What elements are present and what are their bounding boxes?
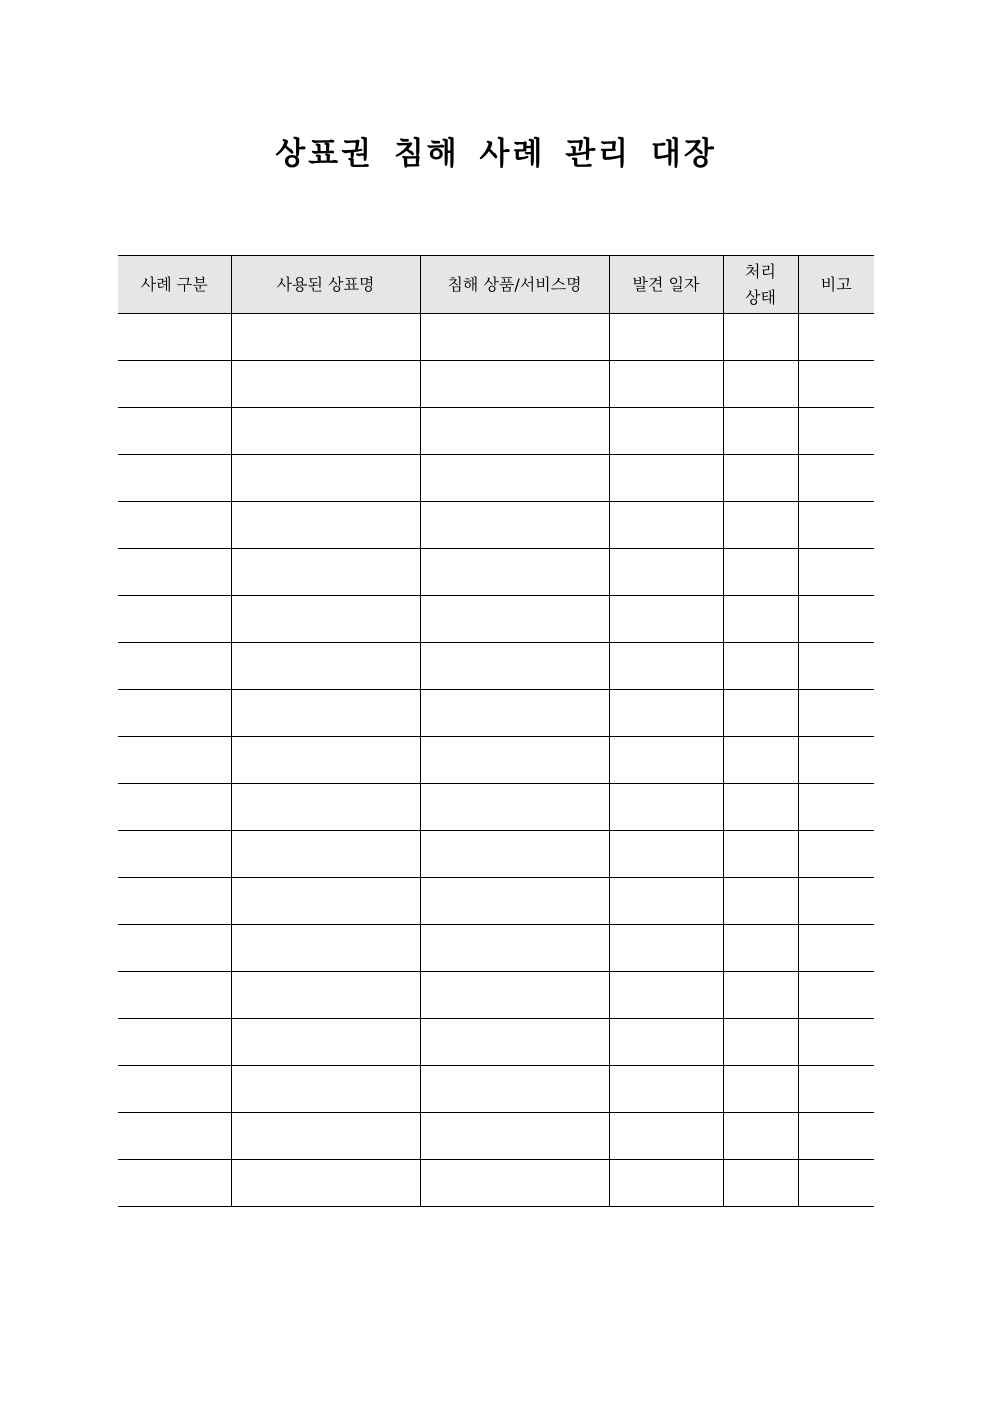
- cell-infringing-product[interactable]: [420, 1019, 609, 1066]
- cell-processing-status[interactable]: [723, 1160, 798, 1207]
- cell-remarks[interactable]: [798, 1113, 874, 1160]
- cell-case-type[interactable]: [118, 737, 231, 784]
- cell-case-type[interactable]: [118, 831, 231, 878]
- table-row: [118, 1160, 874, 1207]
- cell-processing-status[interactable]: [723, 549, 798, 596]
- table-row: [118, 784, 874, 831]
- cell-discovery-date[interactable]: [609, 690, 723, 737]
- table-row: [118, 361, 874, 408]
- header-processing-status: 처리 상태: [723, 256, 798, 314]
- cell-discovery-date[interactable]: [609, 502, 723, 549]
- cell-trademark-name[interactable]: [231, 925, 420, 972]
- table-row: [118, 1066, 874, 1113]
- table-row: [118, 690, 874, 737]
- cell-trademark-name[interactable]: [231, 643, 420, 690]
- cell-processing-status[interactable]: [723, 408, 798, 455]
- cell-infringing-product[interactable]: [420, 455, 609, 502]
- cell-discovery-date[interactable]: [609, 784, 723, 831]
- cell-case-type[interactable]: [118, 878, 231, 925]
- cell-discovery-date[interactable]: [609, 831, 723, 878]
- header-row: [118, 256, 874, 314]
- cell-trademark-name[interactable]: [231, 455, 420, 502]
- cell-processing-status[interactable]: [723, 972, 798, 1019]
- table-row: [118, 878, 874, 925]
- cell-infringing-product[interactable]: [420, 972, 609, 1019]
- cell-infringing-product[interactable]: [420, 1066, 609, 1113]
- cell-case-type[interactable]: [118, 1019, 231, 1066]
- cell-remarks[interactable]: [798, 972, 874, 1019]
- cell-trademark-name[interactable]: [231, 1113, 420, 1160]
- cell-discovery-date[interactable]: [609, 878, 723, 925]
- table-row: [118, 549, 874, 596]
- cell-processing-status[interactable]: [723, 737, 798, 784]
- cell-case-type[interactable]: [118, 972, 231, 1019]
- table-row: [118, 831, 874, 878]
- cell-trademark-name[interactable]: [231, 1160, 420, 1207]
- cell-remarks[interactable]: [798, 784, 874, 831]
- cell-infringing-product[interactable]: [420, 1160, 609, 1207]
- cell-remarks[interactable]: [798, 408, 874, 455]
- cell-case-type[interactable]: [118, 1113, 231, 1160]
- cell-discovery-date[interactable]: [609, 314, 723, 361]
- cell-remarks[interactable]: [798, 361, 874, 408]
- cell-processing-status[interactable]: [723, 1113, 798, 1160]
- cell-trademark-name[interactable]: [231, 408, 420, 455]
- cell-discovery-date[interactable]: [609, 549, 723, 596]
- cell-case-type[interactable]: [118, 314, 231, 361]
- table-row: [118, 455, 874, 502]
- table-row: [118, 502, 874, 549]
- cell-infringing-product[interactable]: [420, 502, 609, 549]
- table-row: [118, 972, 874, 1019]
- cell-case-type[interactable]: [118, 690, 231, 737]
- cell-discovery-date[interactable]: [609, 925, 723, 972]
- cell-trademark-name[interactable]: [231, 690, 420, 737]
- cell-infringing-product[interactable]: [420, 831, 609, 878]
- cell-processing-status[interactable]: [723, 643, 798, 690]
- cell-discovery-date[interactable]: [609, 596, 723, 643]
- cell-infringing-product[interactable]: [420, 1113, 609, 1160]
- cell-case-type[interactable]: [118, 1160, 231, 1207]
- header-case-type: 사례 구분: [118, 256, 231, 314]
- cell-processing-status[interactable]: [723, 361, 798, 408]
- table-row: [118, 925, 874, 972]
- cell-infringing-product[interactable]: [420, 643, 609, 690]
- cell-remarks[interactable]: [798, 737, 874, 784]
- cell-trademark-name[interactable]: [231, 314, 420, 361]
- cell-processing-status[interactable]: [723, 1019, 798, 1066]
- cell-processing-status[interactable]: [723, 1066, 798, 1113]
- cell-trademark-name[interactable]: [231, 831, 420, 878]
- cell-remarks[interactable]: [798, 643, 874, 690]
- cell-processing-status[interactable]: [723, 690, 798, 737]
- table-row: [118, 596, 874, 643]
- cell-remarks[interactable]: [798, 1019, 874, 1066]
- cell-remarks[interactable]: [798, 1066, 874, 1113]
- table-header: [118, 256, 874, 314]
- cell-remarks[interactable]: [798, 549, 874, 596]
- cell-trademark-name[interactable]: [231, 361, 420, 408]
- cell-processing-status[interactable]: [723, 925, 798, 972]
- cell-case-type[interactable]: [118, 502, 231, 549]
- cell-case-type[interactable]: [118, 784, 231, 831]
- cell-infringing-product[interactable]: [420, 878, 609, 925]
- cell-trademark-name[interactable]: [231, 549, 420, 596]
- cell-discovery-date[interactable]: [609, 408, 723, 455]
- table-body: [118, 314, 874, 1207]
- table-row: [118, 1113, 874, 1160]
- cell-discovery-date[interactable]: [609, 1113, 723, 1160]
- cell-infringing-product[interactable]: [420, 925, 609, 972]
- cell-processing-status[interactable]: [723, 831, 798, 878]
- cell-discovery-date[interactable]: [609, 643, 723, 690]
- cell-remarks[interactable]: [798, 878, 874, 925]
- cell-trademark-name[interactable]: [231, 878, 420, 925]
- cell-discovery-date[interactable]: [609, 361, 723, 408]
- cell-processing-status[interactable]: [723, 784, 798, 831]
- cell-processing-status[interactable]: [723, 596, 798, 643]
- page-title: 상표권 침해 사례 관리 대장: [275, 136, 717, 172]
- cell-remarks[interactable]: [798, 455, 874, 502]
- cell-case-type[interactable]: [118, 643, 231, 690]
- cell-remarks[interactable]: [798, 831, 874, 878]
- table-row: [118, 408, 874, 455]
- cell-trademark-name[interactable]: [231, 596, 420, 643]
- header-infringing-product: 침해 상품/서비스명: [420, 256, 609, 314]
- cell-processing-status[interactable]: [723, 502, 798, 549]
- cell-remarks[interactable]: [798, 596, 874, 643]
- cell-trademark-name[interactable]: [231, 737, 420, 784]
- cell-case-type[interactable]: [118, 549, 231, 596]
- table-row: [118, 314, 874, 361]
- table-row: [118, 737, 874, 784]
- cell-remarks[interactable]: [798, 314, 874, 361]
- cell-remarks[interactable]: [798, 1160, 874, 1207]
- cell-remarks[interactable]: [798, 690, 874, 737]
- cell-discovery-date[interactable]: [609, 1066, 723, 1113]
- cell-trademark-name[interactable]: [231, 972, 420, 1019]
- cell-processing-status[interactable]: [723, 878, 798, 925]
- cell-trademark-name[interactable]: [231, 1019, 420, 1066]
- table-row: [118, 643, 874, 690]
- cell-trademark-name[interactable]: [231, 1066, 420, 1113]
- cell-discovery-date[interactable]: [609, 737, 723, 784]
- header-remarks: 비고: [798, 256, 874, 314]
- cell-case-type[interactable]: [118, 1066, 231, 1113]
- cell-infringing-product[interactable]: [420, 784, 609, 831]
- cell-remarks[interactable]: [798, 925, 874, 972]
- cell-discovery-date[interactable]: [609, 455, 723, 502]
- table-row: [118, 1019, 874, 1066]
- cell-discovery-date[interactable]: [609, 1160, 723, 1207]
- cell-infringing-product[interactable]: [420, 690, 609, 737]
- cell-infringing-product[interactable]: [420, 596, 609, 643]
- cell-infringing-product[interactable]: [420, 408, 609, 455]
- cell-case-type[interactable]: [118, 361, 231, 408]
- cell-discovery-date[interactable]: [609, 1019, 723, 1066]
- infringement-case-table: [118, 255, 874, 1207]
- cell-trademark-name[interactable]: [231, 502, 420, 549]
- cell-discovery-date[interactable]: [609, 972, 723, 1019]
- cell-processing-status[interactable]: [723, 314, 798, 361]
- cell-case-type[interactable]: [118, 925, 231, 972]
- cell-case-type[interactable]: [118, 596, 231, 643]
- cell-infringing-product[interactable]: [420, 314, 609, 361]
- header-discovery-date: 발견 일자: [609, 256, 723, 314]
- header-trademark-name: 사용된 상표명: [231, 256, 420, 314]
- cell-processing-status[interactable]: [723, 455, 798, 502]
- cell-remarks[interactable]: [798, 502, 874, 549]
- cell-infringing-product[interactable]: [420, 737, 609, 784]
- cell-case-type[interactable]: [118, 408, 231, 455]
- cell-trademark-name[interactable]: [231, 784, 420, 831]
- cell-case-type[interactable]: [118, 455, 231, 502]
- cell-infringing-product[interactable]: [420, 549, 609, 596]
- cell-infringing-product[interactable]: [420, 361, 609, 408]
